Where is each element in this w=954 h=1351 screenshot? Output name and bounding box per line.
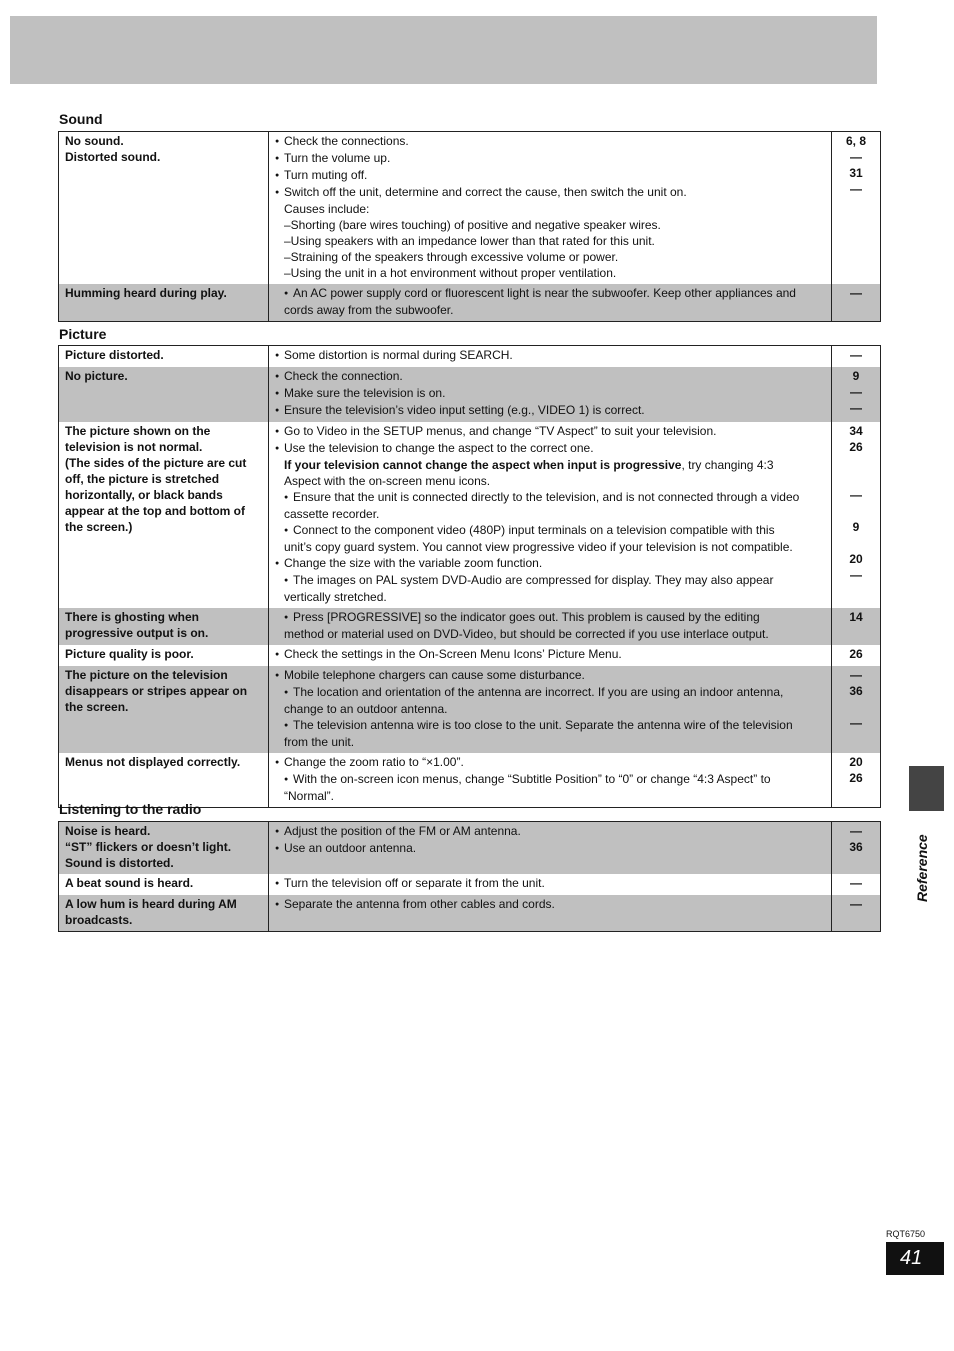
table-row [59,666,881,753]
symptom-text: Sound is distorted. [65,856,174,870]
remedy-text: Some distortion is normal during SEARCH. [284,348,513,362]
page-ref: 14 [849,610,863,624]
side-tab-label: Reference [914,834,930,902]
page-ref: — [850,568,862,582]
remedy-text: Check the settings in the On-Screen Menu Icons’ Picture Menu. [284,647,622,661]
symptom-cell [59,284,269,322]
remedy-bullet [275,717,827,750]
remedy-bullet [275,368,827,385]
remedy-cell [269,753,832,808]
remedy-line: The images on PAL system DVD-Audio are compressed for display. They may also appear [293,573,774,587]
remedy-line: With the on-screen icon menus, change “Subtitle Position” to “0” or change “4:3 Aspect” to [293,772,771,786]
symptom-text: the screen. [65,700,129,714]
remedy-line: unit’s copy guard system. You cannot view progressive video if your television is not compatible. [284,540,793,554]
page-ref-cell [832,132,881,285]
remedy-text: Use the television to change the aspect to the correct one. [284,441,594,455]
picture-table [58,345,881,808]
remedy-bullet [275,684,827,717]
table-row [59,422,881,608]
remedy-cell [269,666,832,753]
page-ref-cell [832,895,881,932]
remedy-text: Check the connections. [284,134,409,148]
page-ref: 20 [849,552,863,566]
side-tab-marker [909,766,944,811]
symptom-cell [59,822,269,875]
remedy-cell [269,284,832,322]
symptom-cell [59,753,269,808]
remedy-cell [269,645,832,666]
page-ref: 9 [852,520,860,534]
page-ref: — [850,401,862,415]
page-ref [832,471,880,487]
page-ref-cell [832,822,881,875]
page-ref: 31 [849,166,863,180]
page-ref-cell [832,666,881,753]
remedy-bullet [275,423,827,440]
remedy-bullet [275,896,827,913]
remedy-bullet [275,771,827,804]
remedy-bullet [275,840,827,857]
symptom-cell [59,422,269,608]
symptom-text: Picture distorted. [65,348,164,362]
symptom-text: Distorted sound. [65,150,161,164]
page-ref-cell [832,284,881,322]
page-ref: — [850,824,862,838]
symptom-cell [59,895,269,932]
remedy-cell [269,346,832,368]
remedy-bullet [275,285,827,318]
remedy-line: Press [PROGRESSIVE] so the indicator goes out. This problem is caused by the editing [293,610,760,624]
remedy-text: Turn the volume up. [284,151,391,165]
remedy-line: Ensure that the unit is connected directly to the television, and is not connected through a video [293,490,800,504]
symptom-text: Menus not displayed correctly. [65,755,241,769]
remedy-cell [269,367,832,422]
remedy-bullet [275,572,827,605]
symptom-cell [59,608,269,645]
page-ref: 26 [849,440,863,454]
remedy-line: Connect to the component video (480P) input terminals on a television compatible with this [293,523,775,537]
page-number: 41 [886,1242,944,1275]
header-band [10,16,877,84]
symptom-cell [59,132,269,285]
page-ref: — [850,348,862,362]
symptom-text: television is not normal. [65,440,203,454]
remedy-subtext: –Using speakers with an impedance lower than that rated for this unit. [284,234,655,248]
table-row [59,367,881,422]
remedy-bullet [275,754,827,771]
remedy-text: Turn muting off. [284,168,368,182]
remedy-text: Use an outdoor antenna. [284,841,417,855]
remedy-note-text: , try changing 4:3 [681,458,774,472]
remedy-line: change to an outdoor antenna. [284,702,448,716]
remedy-line: from the unit. [284,735,355,749]
page-ref-cell [832,608,881,645]
symptom-text: appear at the top and bottom of [65,504,245,518]
remedy-bullet [275,385,827,402]
remedy-subtext: –Shorting (bare wires touching) of positive and negative speaker wires. [284,218,661,232]
page-ref-cell [832,422,881,608]
page-ref: 26 [849,771,863,785]
remedy-bullet [275,522,827,555]
remedy-bullet [275,440,827,457]
symptom-text: No picture. [65,369,128,383]
remedy-bullet [275,402,827,419]
remedy-text: Ensure the television’s video input setting (e.g., VIDEO 1) is correct. [284,403,645,417]
symptom-text: The picture shown on the [65,424,211,438]
table-row [59,874,881,895]
page-ref [832,455,880,471]
remedy-bullet [275,167,827,184]
page-ref-cell [832,346,881,368]
page-ref: — [850,286,862,300]
remedy-text: Go to Video in the SETUP menus, and change “TV Aspect” to suit your television. [284,424,717,438]
remedy-subtext: –Using the unit in a hot environment without proper ventilation. [284,266,617,280]
remedy-line: method or material used on DVD-Video, but should be corrected if you use interlace output. [284,627,769,641]
symptom-text: horizontally, or black bands [65,488,223,502]
sound-table [58,131,881,322]
page-ref: 36 [849,684,863,698]
remedy-cell [269,874,832,895]
remedy-line: vertically stretched. [284,590,387,604]
remedy-bullet [275,875,827,892]
remedy-bullet [275,347,827,364]
page-ref: 26 [849,647,863,661]
table-row [59,608,881,645]
remedy-cell [269,608,832,645]
section-title-radio: Listening to the radio [59,801,202,817]
remedy-subtext: Aspect with the on-screen menu icons. [284,474,491,488]
remedy-text: Mobile telephone chargers can cause some disturbance. [284,668,585,682]
remedy-subtext: Causes include: [284,202,370,216]
symptom-text: No sound. [65,134,124,148]
symptom-text: “ST” flickers or doesn’t light. [65,840,232,854]
remedy-line: An AC power supply cord or fluorescent light is near the subwoofer. Keep other appliances and [293,286,796,300]
page-ref: — [850,150,862,164]
page-ref: 36 [849,840,863,854]
page-ref: 6, 8 [845,134,866,148]
symptom-text: disappears or stripes appear on [65,684,248,698]
remedy-subtext: –Straining of the speakers through excessive volume or power. [284,250,619,264]
remedy-bullet [275,823,827,840]
remedy-bullet [275,150,827,167]
remedy-text: Turn the television off or separate it from the unit. [284,876,545,890]
symptom-text: (The sides of the picture are cut [65,456,247,470]
table-row [59,346,881,368]
table-row [59,284,881,322]
page-ref: — [850,488,862,502]
section-title-picture: Picture [59,326,107,342]
symptom-text: A beat sound is heard. [65,876,194,890]
page-ref: — [850,182,862,196]
remedy-text: Check the connection. [284,369,403,383]
page-ref: — [850,668,862,682]
remedy-bullet [275,609,827,642]
remedy-bullet [275,489,827,522]
symptom-text: Picture quality is poor. [65,647,194,661]
remedy-cell [269,895,832,932]
remedy-line: cassette recorder. [284,507,380,521]
symptom-text: The picture on the television [65,668,228,682]
remedy-line: The television antenna wire is too close to the unit. Separate the antenna wire of the television [293,718,793,732]
symptom-cell [59,874,269,895]
radio-table [58,821,881,932]
page-ref: 34 [849,424,863,438]
page-ref-cell [832,753,881,808]
remedy-bullet [275,133,827,150]
page-ref: 9 [852,369,860,383]
remedy-text: Adjust the position of the FM or AM antenna. [284,824,521,838]
symptom-cell [59,666,269,753]
page-ref: — [850,876,862,890]
symptom-cell [59,346,269,368]
page-ref-cell [832,367,881,422]
symptom-cell [59,367,269,422]
table-row [59,132,881,285]
page-ref: — [850,897,862,911]
remedy-cell [269,822,832,875]
remedy-line: cords away from the subwoofer. [284,303,454,317]
table-row [59,822,881,875]
page-ref [832,535,880,551]
page-ref: — [850,716,862,730]
remedy-note-bold: If your television cannot change the aspect when input is progressive [284,458,682,472]
remedy-line: “Normal”. [284,789,334,803]
symptom-text: off, the picture is stretched [65,472,220,486]
remedy-text: Switch off the unit, determine and correct the cause, then switch the unit on. [284,185,687,199]
page-ref [832,699,880,715]
page-ref-cell [832,645,881,666]
page-ref: — [850,385,862,399]
symptom-text: progressive output is on. [65,626,209,640]
remedy-note [275,457,827,473]
remedy-text: Separate the antenna from other cables and cords. [284,897,555,911]
section-title-sound: Sound [59,111,103,127]
page-ref [832,503,880,519]
symptom-text: the screen.) [65,520,133,534]
remedy-text: Change the size with the variable zoom function. [284,556,543,570]
symptom-cell [59,645,269,666]
symptom-text: Humming heard during play. [65,286,227,300]
table-row [59,645,881,666]
table-row [59,753,881,808]
remedy-line: The location and orientation of the antenna are incorrect. If you are using an indoor antenna, [293,685,784,699]
document-code: RQT6750 [886,1229,926,1239]
page-ref: 20 [849,755,863,769]
page-ref-cell [832,874,881,895]
symptom-text: broadcasts. [65,913,133,927]
remedy-text: Make sure the television is on. [284,386,446,400]
table-row [59,895,881,932]
remedy-bullet [275,555,827,572]
remedy-text: Change the zoom ratio to “×1.00”. [284,755,464,769]
remedy-bullet [275,646,827,663]
remedy-cell [269,132,832,285]
remedy-bullet [275,667,827,684]
symptom-text: A low hum is heard during AM [65,897,237,911]
remedy-cell [269,422,832,608]
symptom-text: Noise is heard. [65,824,151,838]
symptom-text: There is ghosting when [65,610,200,624]
remedy-bullet [275,184,827,201]
